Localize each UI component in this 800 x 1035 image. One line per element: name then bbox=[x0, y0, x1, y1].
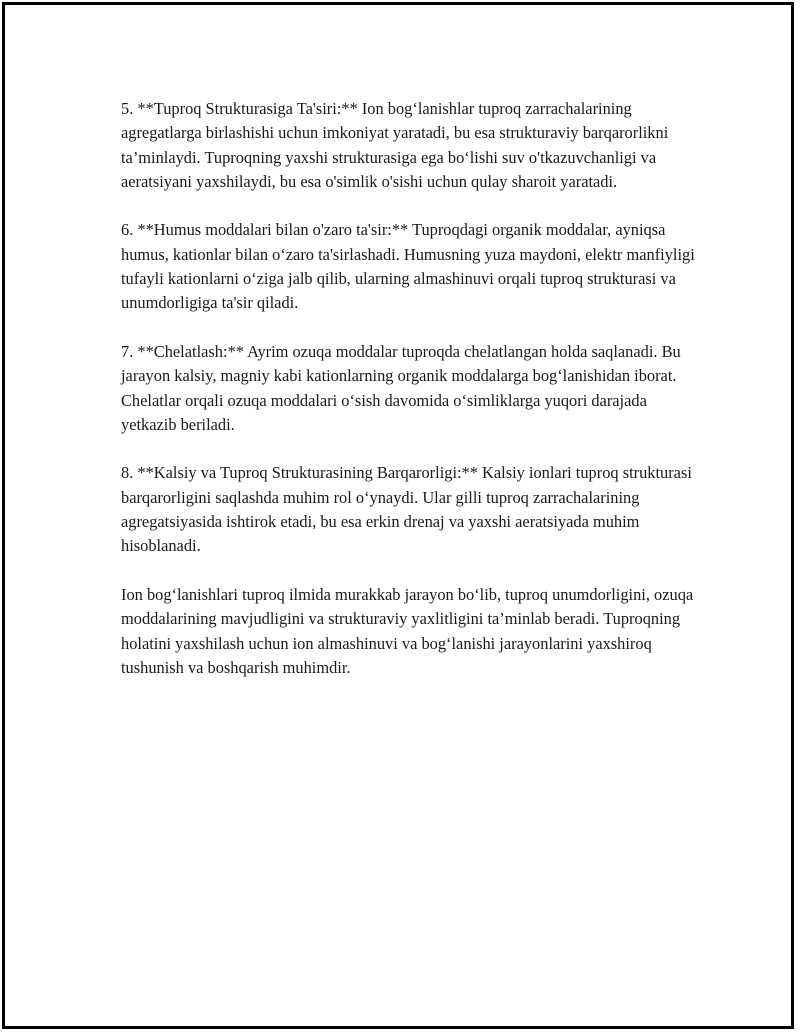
paragraph-chelation: 7. **Chelatlash:** Ayrim ozuqa moddalar tuproqda chelatlangan holda saqlanadi. Bu jarayon kalsiy, magniy kabi kationlarning organik moddalarga bog‘lanishidan iborat. Chelatlar orqali ozuqa moddalari o‘sish davomida o‘simliklarga yuqori darajada yetkazib beriladi. bbox=[121, 341, 681, 434]
paragraph-soil-structure-effect: 5. **Tuproq Strukturasiga Ta'siri:** Ion bog‘lanishlar tuproq zarrachalarining agregatlarga birlashishi uchun imkoniyat yaratadi, bu esa strukturaviy barqarorlikni ta’minlaydi. Tuproqning yaxshi strukturasiga ega bo‘lishi suv o'tkazuvchanligi va aeratsiyani yaxshilaydi, bu esa o'simlik o'sishi uchun qulay sharoit yaratadi. bbox=[121, 99, 669, 191]
paragraph-humus-interaction: 6. **Humus moddalari bilan o'zaro ta'sir:** Tuproqdagi organik moddalar, ayniqsa humus, kationlar bilan o‘zaro ta'sirlashadi. Humusning yuza maydoni, elektr manfiyligi tufayli kationlarni o‘ziga jalb qilib, ularning almashinuvi orqali tuproq strukturasi va unumdorligiga ta'sir qiladi. bbox=[121, 220, 695, 313]
document-body bbox=[121, 97, 701, 704]
paragraph-conclusion: Ion bog‘lanishlari tuproq ilmida murakkab jarayon bo‘lib, tuproq unumdorligini, ozuqa moddalarining mavjudligini va strukturaviy yaxlitligini ta’minlab beradi. Tuproqning holatini yaxshilash uchun ion almashinuvi va bog‘lanishi jarayonlarini yaxshiroq tushunish va boshqarish muhimdir. bbox=[121, 584, 694, 677]
page-frame bbox=[2, 2, 794, 1029]
paragraph-calcium-stability: 8. **Kalsiy va Tuproq Strukturasining Barqarorligi:** Kalsiy ionlari tuproq strukturasi barqarorligini saqlashda muhim rol o‘ynaydi. Ular gilli tuproq zarrachalarining agregatsiyasida ishtirok etadi, bu esa erkin drenaj va yaxshi aeratsiyada muhim hisoblanadi. bbox=[121, 463, 692, 556]
